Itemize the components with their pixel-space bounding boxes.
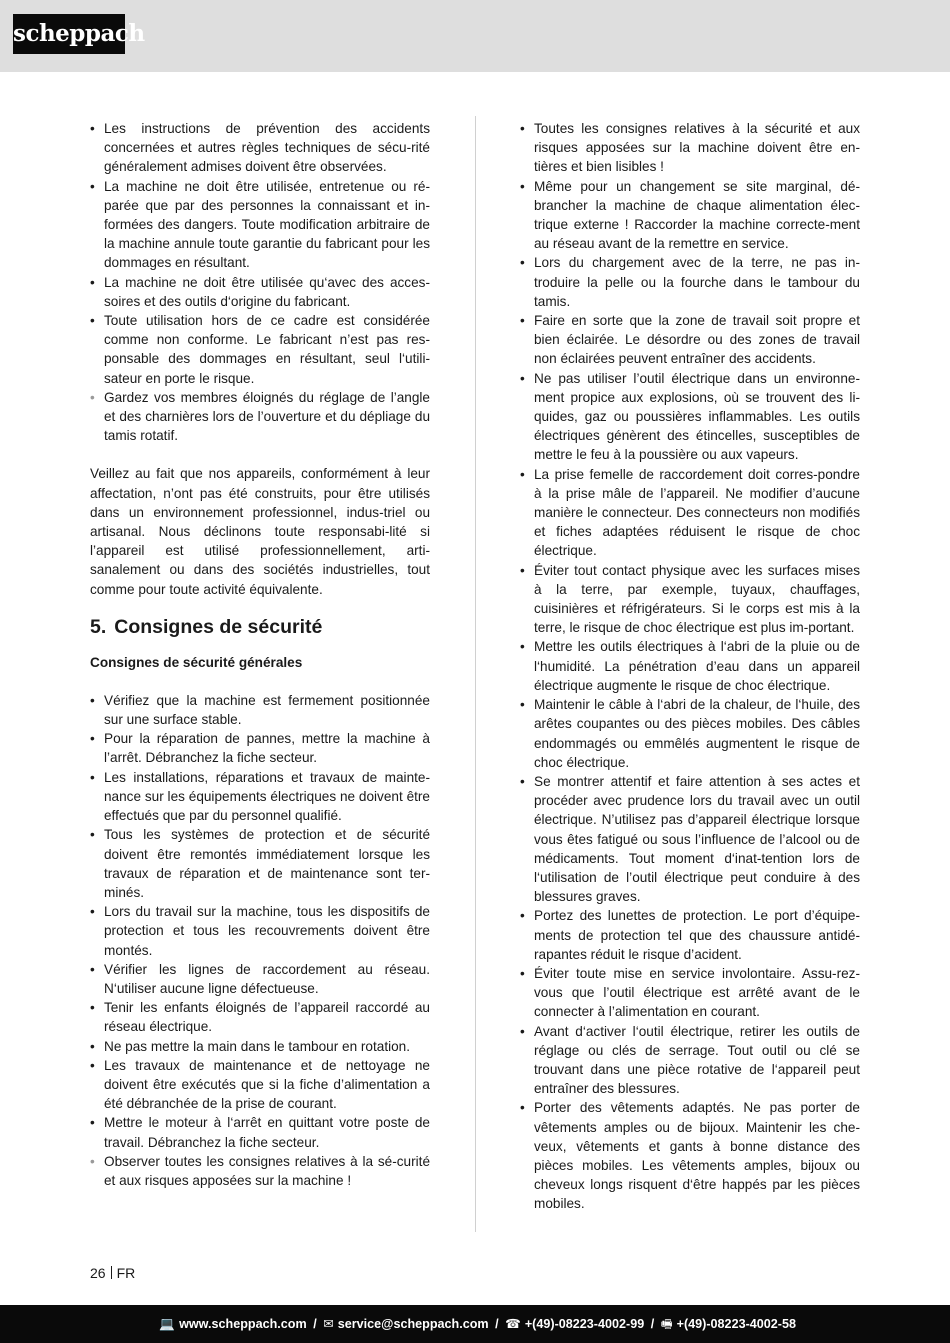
separator: / — [495, 1317, 499, 1331]
list-item: • Toutes les consignes relatives à la sécurité et aux risques apposées sur la machine doivent être en-tières et bien lisibles ! — [520, 119, 860, 177]
phone-number: +(49)-08223-4002-99 — [524, 1317, 645, 1331]
list-item: • Tous les systèmes de protection et de sécurité doivent être remontés immédiatement lorsque les travaux de réparation et de maintenance sont ter-minés. — [90, 825, 430, 902]
section-title: Consignes de sécurité — [114, 615, 323, 638]
list-item: • Tenir les enfants éloignés de l’appareil raccordé au réseau électrique. — [90, 998, 430, 1036]
right-column — [520, 119, 860, 1214]
list-item: • Observer toutes les consignes relatives à la sé-curité et aux risques apposées sur la machine ! — [90, 1152, 430, 1190]
section-heading — [90, 615, 430, 639]
list-item: • Faire en sorte que la zone de travail soit propre et bien éclairée. Le désordre ou des zones de travail non éclairées peuvent entraîner des accidents. — [520, 311, 860, 369]
column-divider — [475, 116, 476, 1232]
list-item: • Les travaux de maintenance et de nettoyage ne doivent être exécutés que si la fiche d’alimentation a été débranchée de la prise de courant. — [90, 1056, 430, 1114]
list-item: • Éviter toute mise en service involontaire. Assu-rez-vous que l’outil électrique est arrêté avant de le connecter à l’alimentation en courant. — [520, 964, 860, 1022]
list-item: • Lors du travail sur la machine, tous les dispositifs de protection et tous les recouvrements doivent être montés. — [90, 902, 430, 960]
safety-bullet-list — [90, 691, 430, 1190]
list-item: • Lors du chargement avec de la terre, ne pas in-troduire la pelle ou la fourche dans le tambour du tamis. — [520, 253, 860, 311]
computer-icon: 💻 — [159, 1317, 176, 1331]
list-item: • Même pour un changement se site marginal, dé-brancher la machine de chaque alimentation élec-trique externe ! Raccorder la machine correcte-ment au réseau avant de la remettre en service. — [520, 177, 860, 254]
list-item: • Se montrer attentif et faire attention à ses actes et procéder avec prudence lors du travail avec un outil électrique. N’utilisez pas d’appareil électrique lorsque vous êtes fatigué ou sous l’influence de l’alcool ou de médicaments. Tout moment d‘inat-tention lors de l‘utilisation de l’outil électrique peut conduire à des blessures graves. — [520, 772, 860, 906]
list-item: • Maintenir le câble à l‘abri de la chaleur, de l‘huile, des arêtes coupantes ou des pièces mobiles. Des câbles endommagés ou emmêlés augmentent le risque de choc électrique. — [520, 695, 860, 772]
section-number: 5. — [90, 615, 107, 638]
website-link[interactable]: www.scheppach.com — [179, 1317, 307, 1331]
list-item: • Pour la réparation de pannes, mettre la machine à l’arrêt. Débranchez la fiche secteur. — [90, 729, 430, 767]
list-item: • La machine ne doit être utilisée qu‘avec des acces-soires et des outils d‘origine du fabricant. — [90, 273, 430, 311]
envelope-icon: ✉ — [323, 1317, 334, 1331]
left-column — [90, 119, 430, 1190]
list-item: • Vérifiez que la machine est fermement positionnée sur une surface stable. — [90, 691, 430, 729]
list-item: • Mettre le moteur à l‘arrêt en quittant votre poste de travail. Débranchez la fiche secteur. — [90, 1113, 430, 1151]
list-item: • Vérifier les lignes de raccordement au réseau. N‘utiliser aucune ligne défectueuse. — [90, 960, 430, 998]
usage-paragraph: Veillez au fait que nos appareils, conformément à leur affectation, n’ont pas été construits, pour être utilisés dans un environnement professionnel, indus-triel ou artisanal. Nous déclinons toute responsabi-lité si l’appareil est utilisé professionnellement, arti-sanalement ou dans des sociétés industrielles, tout comme pour toute activité équivalente. — [90, 466, 430, 597]
header-band — [0, 0, 950, 72]
fax-number: +(49)-08223-4002-58 — [676, 1317, 796, 1331]
page-number-separator — [111, 1266, 112, 1279]
list-item: • La machine ne doit être utilisée, entretenue ou ré-parée que par des personnes la connaissant et in-formées des dangers. Toute modification arbitraire de la machine annule toute garantie du fabricant pour les dommages en résultant. — [90, 177, 430, 273]
contact-bar — [0, 1305, 950, 1343]
list-item: • Gardez vos membres éloignés du réglage de l’angle et des charnières lors de l’ouverture et du dépliage du tamis rotatif. — [90, 388, 430, 446]
intro-bullet-list — [90, 119, 430, 445]
brand-logo: scheppach — [13, 14, 125, 54]
language-code: FR — [116, 1265, 136, 1281]
page-number-value: 26 — [90, 1265, 106, 1281]
list-item: • Avant d‘activer l‘outil électrique, retirer les outils de réglage ou clés de serrage. Tout outil ou clé se trouvant dans une pièce rotative de l‘appareil peut entraîner des blessures. — [520, 1022, 860, 1099]
list-item: • Les instructions de prévention des accidents concernées et autres règles techniques de sécu-rité généralement admises doivent être observées. — [90, 119, 430, 177]
right-bullet-list — [520, 119, 860, 1214]
subsection-heading: Consignes de sécurité générales — [90, 654, 303, 670]
list-item: • Porter des vêtements adaptés. Ne pas porter de vêtements amples ou de bijoux. Maintenir les che-veux, vêtements et gants à bonne distance des pièces mobiles. Les vêtements amples, bijoux ou cheveux longs risquent d‘être happés par les pièces mobiles. — [520, 1098, 860, 1213]
list-item: • Ne pas mettre la main dans le tambour en rotation. — [90, 1037, 430, 1056]
separator: / — [313, 1317, 317, 1331]
list-item: • Éviter tout contact physique avec les surfaces mises à la terre, par exemple, tuyaux, chauffages, cuisinières et réfrigérateurs. Si le corps est mis à la terre, le risque de choc électrique est plus im-portant. — [520, 561, 860, 638]
list-item: • Les installations, réparations et travaux de mainte-nance sur les équipements électriques ne doivent être effectués que par du personnel qualifié. — [90, 768, 430, 826]
list-item: • Ne pas utiliser l’outil électrique dans un environne-ment propice aux explosions, où se trouvent des li-quides, gaz ou poussières inflammables. Les outils électriques génèrent des étincelles, susceptibles de mettre le feu à la poussière ou aux vapeurs. — [520, 369, 860, 465]
list-item: • Portez des lunettes de protection. Le port d’équipe-ments de protection tel que des chaussure antidé-rapantes réduit le risque d’acident. — [520, 906, 860, 964]
fax-icon: 🖷 — [660, 1317, 673, 1331]
list-item: • La prise femelle de raccordement doit corres-pondre à la prise mâle de l’appareil. Ne modifier d’aucune manière le connecteur. Des connecteurs non modifiés et fiches adaptées réduisent le risque de choc électrique. — [520, 465, 860, 561]
telephone-icon: ☎ — [505, 1317, 521, 1331]
page-number — [90, 1264, 135, 1282]
list-item: • Toute utilisation hors de ce cadre est considérée comme non conforme. Le fabricant n’est pas res-ponsable des dommages en résultant, seul l‘utili-sateur en porte le risque. — [90, 311, 430, 388]
list-item: • Mettre les outils électriques à l‘abri de la pluie ou de l‘humidité. La pénétration d’eau dans un appareil électrique augmente le risque de choc électrique. — [520, 637, 860, 695]
email-link[interactable]: service@scheppach.com — [337, 1317, 489, 1331]
separator: / — [650, 1317, 655, 1331]
